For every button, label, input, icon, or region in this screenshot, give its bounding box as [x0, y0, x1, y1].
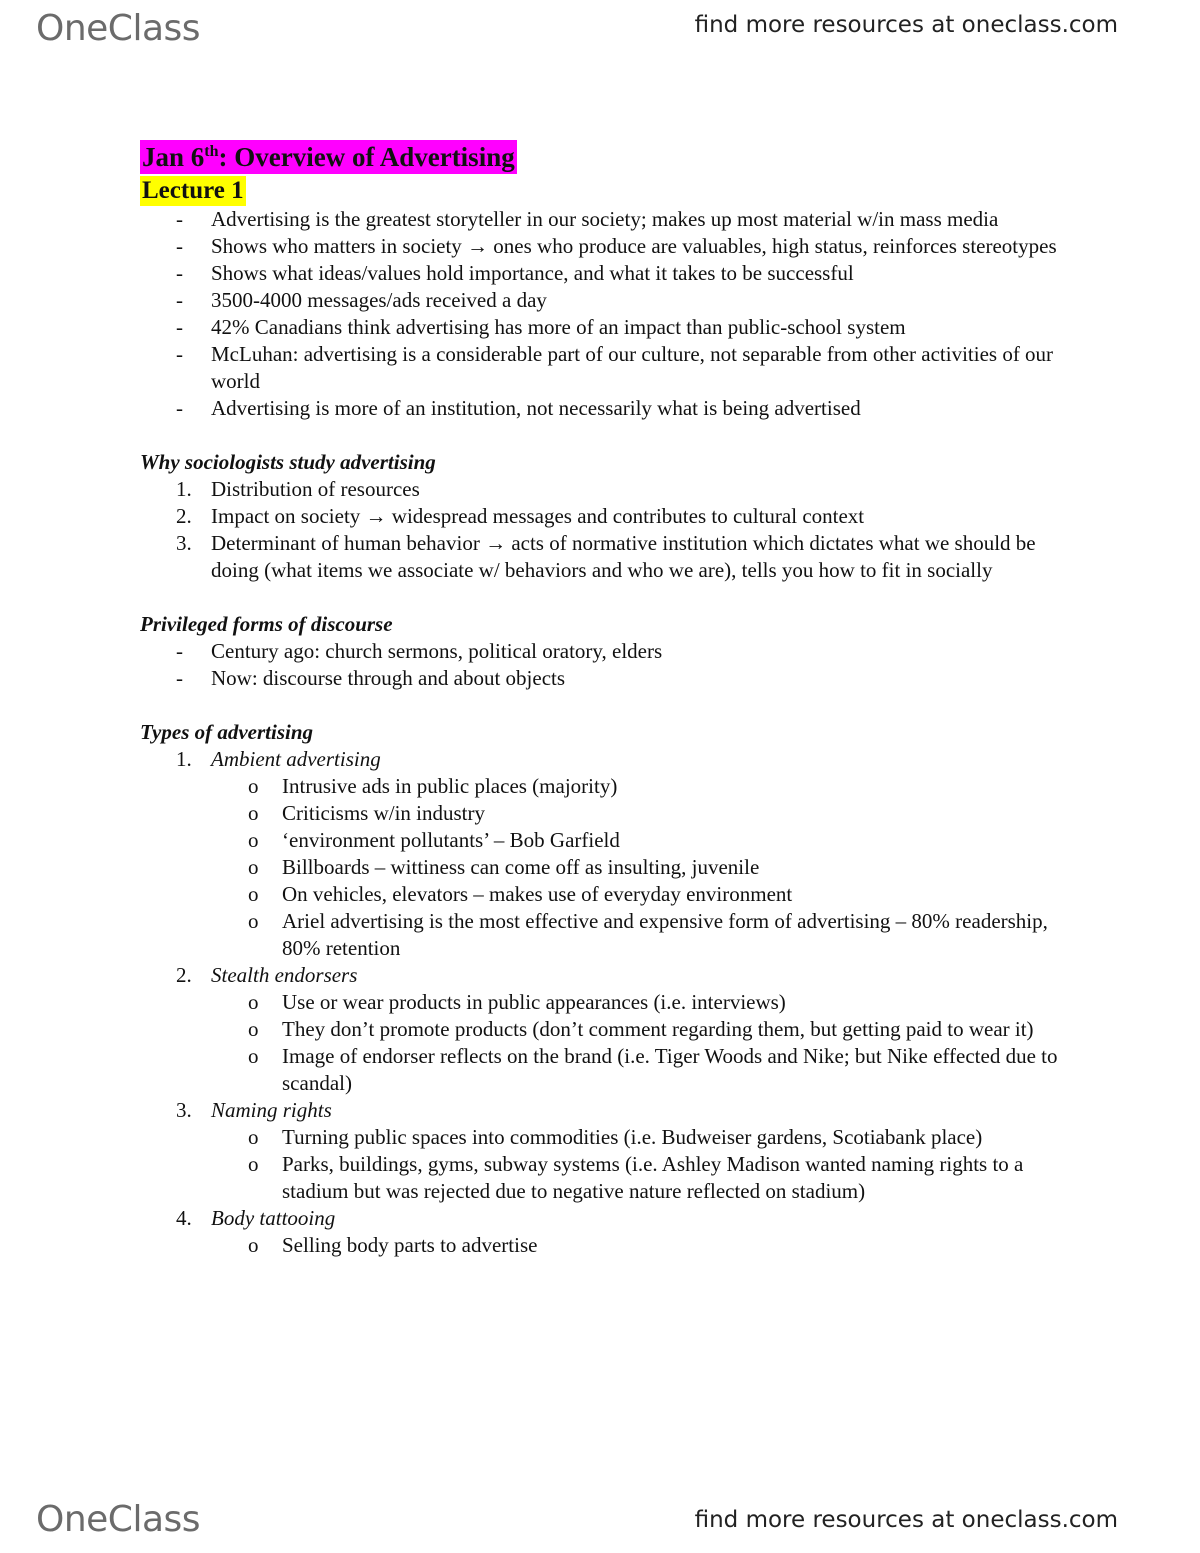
page-title	[140, 140, 517, 174]
sub-list-item-text: Turning public spaces into commodities (i.e. Budweiser gardens, Scotiabank place)	[282, 1125, 983, 1149]
sub-list	[211, 989, 1070, 1097]
list-item-text: Century ago: church sermons, political oratory, elders	[211, 639, 663, 663]
sub-list-item	[140, 1124, 1070, 1151]
list-item	[140, 260, 1070, 287]
numbered-item-text: Distribution of resources	[211, 477, 420, 501]
type-name: Stealth endorsers	[211, 963, 358, 987]
type-name: Naming rights	[211, 1098, 332, 1122]
document-body	[140, 140, 1070, 1259]
sub-list-item	[140, 1016, 1070, 1043]
footer-resources-link[interactable]: find more resources at oneclass.com	[694, 1507, 1118, 1533]
dash-marker: -	[176, 666, 183, 690]
numbered-item-text: Determinant of human behavior → acts of normative institution which dictates what we should be doing (what items we associate w/ behaviors and who we are), tells you how to fit in socially	[211, 531, 1036, 582]
item-number: 4.	[176, 1206, 192, 1230]
type-item	[140, 746, 1070, 962]
sub-list-item	[140, 1043, 1070, 1097]
circle-bullet: o	[248, 855, 259, 879]
footer-oneclass-logo-text: OneClass	[36, 1498, 201, 1540]
sub-list-item-text: Selling body parts to advertise	[282, 1233, 538, 1257]
dash-marker: -	[176, 342, 183, 366]
circle-bullet: o	[248, 909, 259, 933]
title-prefix: Jan 6	[142, 142, 205, 172]
types-list	[140, 746, 1070, 1259]
list-item	[140, 665, 1070, 692]
privileged-heading: Privileged forms of discourse	[140, 612, 393, 636]
sub-list-item-text: They don’t promote products (don’t comment regarding them, but getting paid to wear it)	[282, 1017, 1034, 1041]
sub-list-item-text: On vehicles, elevators – makes use of everyday environment	[282, 882, 793, 906]
item-number: 3.	[176, 531, 192, 555]
sub-list-item	[140, 1232, 1070, 1259]
numbered-item	[140, 476, 1070, 503]
list-item	[140, 638, 1070, 665]
circle-bullet: o	[248, 990, 259, 1014]
dash-marker: -	[176, 234, 183, 258]
sub-list-item-text: Ariel advertising is the most effective and expensive form of advertising – 80% readership, 80% retention	[282, 909, 1048, 960]
why-list	[140, 476, 1070, 584]
footer-oneclass-logo[interactable]	[36, 1497, 200, 1541]
sub-list-item-text: Use or wear products in public appearances (i.e. interviews)	[282, 990, 786, 1014]
oneclass-logo-text: OneClass	[36, 7, 201, 49]
sub-list-item-text: Intrusive ads in public places (majority)	[282, 774, 618, 798]
dash-marker: -	[176, 207, 183, 231]
oneclass-logo[interactable]	[36, 6, 200, 50]
title-suffix: : Overview of Advertising	[218, 142, 515, 172]
item-number: 2.	[176, 504, 192, 528]
list-item	[140, 287, 1070, 314]
sub-list-item	[140, 827, 1070, 854]
type-item	[140, 1097, 1070, 1205]
dash-marker: -	[176, 261, 183, 285]
list-item	[140, 314, 1070, 341]
list-item-text: Shows who matters in society → ones who produce are valuables, high status, reinforces stereotypes	[211, 234, 1057, 258]
circle-bullet: o	[248, 801, 259, 825]
dash-marker: -	[176, 288, 183, 312]
dash-marker: -	[176, 639, 183, 663]
numbered-item	[140, 530, 1070, 584]
sub-list-item-text: Image of endorser reflects on the brand (i.e. Tiger Woods and Nike; but Nike effected due to scandal)	[282, 1044, 1058, 1095]
type-item	[140, 1205, 1070, 1259]
list-item-text: 42% Canadians think advertising has more of an impact than public-school system	[211, 315, 906, 339]
dash-marker: -	[176, 315, 183, 339]
lecture-label: Lecture 1	[142, 177, 244, 204]
privileged-list	[140, 638, 1070, 692]
sub-list	[211, 1232, 1070, 1259]
sub-list-item-text: Parks, buildings, gyms, subway systems (i.e. Ashley Madison wanted naming rights to a stadium but was rejected due to negative nature reflected on stadium)	[282, 1152, 1024, 1203]
circle-bullet: o	[248, 1017, 259, 1041]
sub-list-item	[140, 1151, 1070, 1205]
sub-list-item-text: Criticisms w/in industry	[282, 801, 486, 825]
item-number: 1.	[176, 477, 192, 501]
sub-list-item	[140, 854, 1070, 881]
dash-marker: -	[176, 396, 183, 420]
sub-list-item	[140, 989, 1070, 1016]
title-superscript: th	[204, 143, 219, 160]
list-item	[140, 233, 1070, 260]
sub-list-item	[140, 800, 1070, 827]
item-number: 2.	[176, 963, 192, 987]
list-item-text: Advertising is the greatest storyteller in our society; makes up most material w/in mass media	[211, 207, 999, 231]
type-item	[140, 962, 1070, 1097]
intro-list	[140, 206, 1070, 422]
sub-list-item	[140, 881, 1070, 908]
item-number: 1.	[176, 747, 192, 771]
list-item-text: Now: discourse through and about objects	[211, 666, 566, 690]
circle-bullet: o	[248, 1233, 259, 1257]
sub-list-item	[140, 908, 1070, 962]
circle-bullet: o	[248, 882, 259, 906]
numbered-item-text: Impact on society → widespread messages and contributes to cultural context	[211, 504, 865, 528]
list-item-text: Shows what ideas/values hold importance, and what it takes to be successful	[211, 261, 854, 285]
circle-bullet: o	[248, 1044, 259, 1068]
list-item	[140, 206, 1070, 233]
sub-list-item-text: Billboards – wittiness can come off as insulting, juvenile	[282, 855, 760, 879]
resources-link[interactable]: find more resources at oneclass.com	[694, 12, 1118, 38]
list-item-text: McLuhan: advertising is a considerable part of our culture, not separable from other activities of our world	[211, 342, 1054, 393]
circle-bullet: o	[248, 774, 259, 798]
list-item	[140, 395, 1070, 422]
list-item-text: Advertising is more of an institution, not necessarily what is being advertised	[211, 396, 861, 420]
item-number: 3.	[176, 1098, 192, 1122]
numbered-item	[140, 503, 1070, 530]
why-heading: Why sociologists study advertising	[140, 450, 436, 474]
list-item-text: 3500-4000 messages/ads received a day	[211, 288, 547, 312]
sub-list-item	[140, 773, 1070, 800]
list-item	[140, 341, 1070, 395]
sub-list-item-text: ‘environment pollutants’ – Bob Garfield	[282, 828, 620, 852]
types-heading: Types of advertising	[140, 720, 314, 744]
sub-list	[211, 1124, 1070, 1205]
type-name: Body tattooing	[211, 1206, 336, 1230]
type-name: Ambient advertising	[211, 747, 381, 771]
circle-bullet: o	[248, 1152, 259, 1176]
circle-bullet: o	[248, 1125, 259, 1149]
circle-bullet: o	[248, 828, 259, 852]
sub-list	[211, 773, 1070, 962]
